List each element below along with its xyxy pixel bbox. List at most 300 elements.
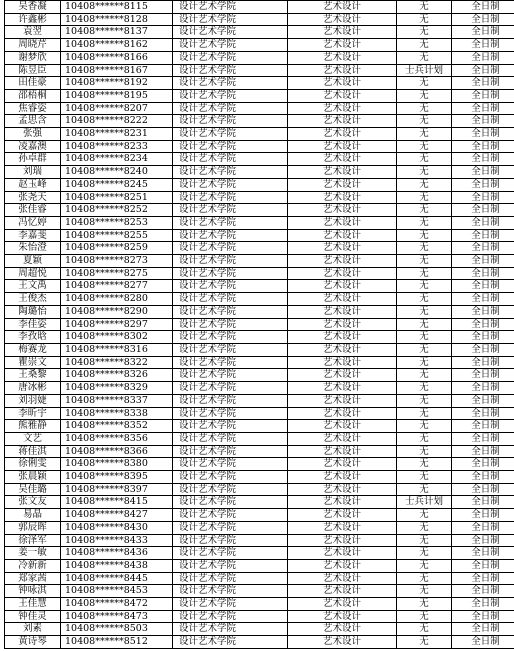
table-row bbox=[5, 115, 514, 128]
special-plan-cell: 无 bbox=[397, 51, 452, 64]
exam-number-cell: 10408******8167 bbox=[61, 64, 173, 77]
special-plan-cell: 无 bbox=[397, 610, 452, 623]
study-mode-cell: 全日制 bbox=[452, 13, 514, 26]
exam-number-cell: 10408******8503 bbox=[61, 623, 173, 636]
table-row bbox=[5, 407, 514, 420]
special-plan-cell: 无 bbox=[397, 153, 452, 166]
special-plan-cell: 无 bbox=[397, 559, 452, 572]
table-row bbox=[5, 318, 514, 331]
study-mode-cell: 全日制 bbox=[452, 382, 514, 395]
student-name-cell: 朱怡澄 bbox=[5, 242, 61, 255]
major-cell: 艺术设计 bbox=[288, 585, 397, 598]
student-name-cell: 徐泽军 bbox=[5, 534, 61, 547]
college-cell: 设计艺术学院 bbox=[173, 610, 288, 623]
college-cell: 设计艺术学院 bbox=[173, 318, 288, 331]
study-mode-cell: 全日制 bbox=[452, 305, 514, 318]
major-cell: 艺术设计 bbox=[288, 102, 397, 115]
major-cell: 艺术设计 bbox=[288, 204, 397, 217]
table-row bbox=[5, 534, 514, 547]
study-mode-cell: 全日制 bbox=[452, 293, 514, 306]
table-row bbox=[5, 432, 514, 445]
college-cell: 设计艺术学院 bbox=[173, 153, 288, 166]
table-row bbox=[5, 216, 514, 229]
major-cell: 艺术设计 bbox=[288, 178, 397, 191]
table-row bbox=[5, 343, 514, 356]
major-cell: 艺术设计 bbox=[288, 1, 397, 14]
college-cell: 设计艺术学院 bbox=[173, 102, 288, 115]
major-cell: 艺术设计 bbox=[288, 407, 397, 420]
major-cell: 艺术设计 bbox=[288, 445, 397, 458]
study-mode-cell: 全日制 bbox=[452, 407, 514, 420]
student-name-cell: 张文友 bbox=[5, 496, 61, 509]
table-row bbox=[5, 178, 514, 191]
special-plan-cell: 无 bbox=[397, 483, 452, 496]
study-mode-cell: 全日制 bbox=[452, 166, 514, 179]
exam-number-cell: 10408******8395 bbox=[61, 471, 173, 484]
table-row bbox=[5, 331, 514, 344]
admission-list-sheet bbox=[4, 0, 509, 649]
study-mode-cell: 全日制 bbox=[452, 458, 514, 471]
major-cell: 艺术设计 bbox=[288, 242, 397, 255]
college-cell: 设计艺术学院 bbox=[173, 13, 288, 26]
student-name-cell: 赵玉峰 bbox=[5, 178, 61, 191]
exam-number-cell: 10408******8512 bbox=[61, 636, 173, 649]
study-mode-cell: 全日制 bbox=[452, 318, 514, 331]
student-name-cell: 郑家茜 bbox=[5, 572, 61, 585]
college-cell: 设计艺术学院 bbox=[173, 636, 288, 649]
student-name-cell: 张尧天 bbox=[5, 191, 61, 204]
college-cell: 设计艺术学院 bbox=[173, 420, 288, 433]
special-plan-cell: 无 bbox=[397, 598, 452, 611]
student-name-cell: 刘瑞 bbox=[5, 166, 61, 179]
exam-number-cell: 10408******8380 bbox=[61, 458, 173, 471]
table-row bbox=[5, 471, 514, 484]
special-plan-cell: 无 bbox=[397, 13, 452, 26]
study-mode-cell: 全日制 bbox=[452, 178, 514, 191]
table-row bbox=[5, 204, 514, 217]
special-plan-cell: 无 bbox=[397, 623, 452, 636]
table-row bbox=[5, 64, 514, 77]
college-cell: 设计艺术学院 bbox=[173, 496, 288, 509]
college-cell: 设计艺术学院 bbox=[173, 471, 288, 484]
major-cell: 艺术设计 bbox=[288, 420, 397, 433]
study-mode-cell: 全日制 bbox=[452, 559, 514, 572]
college-cell: 设计艺术学院 bbox=[173, 432, 288, 445]
exam-number-cell: 10408******8245 bbox=[61, 178, 173, 191]
table-row bbox=[5, 13, 514, 26]
exam-number-cell: 10408******8352 bbox=[61, 420, 173, 433]
student-name-cell: 文艺 bbox=[5, 432, 61, 445]
exam-number-cell: 10408******8259 bbox=[61, 242, 173, 255]
special-plan-cell: 无 bbox=[397, 77, 452, 90]
exam-number-cell: 10408******8222 bbox=[61, 115, 173, 128]
study-mode-cell: 全日制 bbox=[452, 128, 514, 141]
exam-number-cell: 10408******8436 bbox=[61, 547, 173, 560]
major-cell: 艺术设计 bbox=[288, 216, 397, 229]
student-name-cell: 姜一敏 bbox=[5, 547, 61, 560]
table-row bbox=[5, 1, 514, 14]
exam-number-cell: 10408******8430 bbox=[61, 521, 173, 534]
study-mode-cell: 全日制 bbox=[452, 343, 514, 356]
student-name-cell: 王佳慧 bbox=[5, 598, 61, 611]
college-cell: 设计艺术学院 bbox=[173, 216, 288, 229]
college-cell: 设计艺术学院 bbox=[173, 559, 288, 572]
study-mode-cell: 全日制 bbox=[452, 623, 514, 636]
table-row bbox=[5, 445, 514, 458]
special-plan-cell: 无 bbox=[397, 229, 452, 242]
college-cell: 设计艺术学院 bbox=[173, 598, 288, 611]
major-cell: 艺术设计 bbox=[288, 64, 397, 77]
student-name-cell: 袁翌 bbox=[5, 26, 61, 39]
major-cell: 艺术设计 bbox=[288, 559, 397, 572]
table-row bbox=[5, 521, 514, 534]
table-row bbox=[5, 547, 514, 560]
special-plan-cell: 无 bbox=[397, 547, 452, 560]
table-row bbox=[5, 128, 514, 141]
college-cell: 设计艺术学院 bbox=[173, 1, 288, 14]
study-mode-cell: 全日制 bbox=[452, 356, 514, 369]
college-cell: 设计艺术学院 bbox=[173, 483, 288, 496]
student-name-cell: 陈昱臣 bbox=[5, 64, 61, 77]
special-plan-cell: 无 bbox=[397, 331, 452, 344]
student-name-cell: 熊雅静 bbox=[5, 420, 61, 433]
college-cell: 设计艺术学院 bbox=[173, 115, 288, 128]
major-cell: 艺术设计 bbox=[288, 51, 397, 64]
major-cell: 艺术设计 bbox=[288, 229, 397, 242]
special-plan-cell: 无 bbox=[397, 26, 452, 39]
exam-number-cell: 10408******8234 bbox=[61, 153, 173, 166]
special-plan-cell: 士兵计划 bbox=[397, 496, 452, 509]
major-cell: 艺术设计 bbox=[288, 343, 397, 356]
student-name-cell: 周超悦 bbox=[5, 267, 61, 280]
college-cell: 设计艺术学院 bbox=[173, 280, 288, 293]
table-row bbox=[5, 369, 514, 382]
exam-number-cell: 10408******8115 bbox=[61, 1, 173, 14]
special-plan-cell: 无 bbox=[397, 191, 452, 204]
special-plan-cell: 无 bbox=[397, 382, 452, 395]
college-cell: 设计艺术学院 bbox=[173, 77, 288, 90]
student-name-cell: 王俊杰 bbox=[5, 293, 61, 306]
major-cell: 艺术设计 bbox=[288, 483, 397, 496]
college-cell: 设计艺术学院 bbox=[173, 382, 288, 395]
student-name-cell: 许鑫彬 bbox=[5, 13, 61, 26]
exam-number-cell: 10408******8231 bbox=[61, 128, 173, 141]
exam-number-cell: 10408******8356 bbox=[61, 432, 173, 445]
study-mode-cell: 全日制 bbox=[452, 1, 514, 14]
study-mode-cell: 全日制 bbox=[452, 598, 514, 611]
student-name-cell: 吴佳璐 bbox=[5, 483, 61, 496]
exam-number-cell: 10408******8322 bbox=[61, 356, 173, 369]
study-mode-cell: 全日制 bbox=[452, 636, 514, 649]
college-cell: 设计艺术学院 bbox=[173, 547, 288, 560]
major-cell: 艺术设计 bbox=[288, 115, 397, 128]
exam-number-cell: 10408******8137 bbox=[61, 26, 173, 39]
major-cell: 艺术设计 bbox=[288, 534, 397, 547]
table-row bbox=[5, 267, 514, 280]
exam-number-cell: 10408******8273 bbox=[61, 255, 173, 268]
special-plan-cell: 无 bbox=[397, 280, 452, 293]
exam-number-cell: 10408******8280 bbox=[61, 293, 173, 306]
study-mode-cell: 全日制 bbox=[452, 483, 514, 496]
major-cell: 艺术设计 bbox=[288, 509, 397, 522]
student-name-cell: 郭辰晖 bbox=[5, 521, 61, 534]
college-cell: 设计艺术学院 bbox=[173, 407, 288, 420]
major-cell: 艺术设计 bbox=[288, 305, 397, 318]
admission-table bbox=[4, 0, 514, 649]
major-cell: 艺术设计 bbox=[288, 369, 397, 382]
student-name-cell: 陶璐怡 bbox=[5, 305, 61, 318]
exam-number-cell: 10408******8472 bbox=[61, 598, 173, 611]
special-plan-cell: 无 bbox=[397, 432, 452, 445]
special-plan-cell: 无 bbox=[397, 89, 452, 102]
major-cell: 艺术设计 bbox=[288, 128, 397, 141]
student-name-cell: 张强 bbox=[5, 128, 61, 141]
student-name-cell: 冷新新 bbox=[5, 559, 61, 572]
student-name-cell: 李佳姿 bbox=[5, 318, 61, 331]
exam-number-cell: 10408******8275 bbox=[61, 267, 173, 280]
college-cell: 设计艺术学院 bbox=[173, 191, 288, 204]
table-row bbox=[5, 305, 514, 318]
major-cell: 艺术设计 bbox=[288, 496, 397, 509]
college-cell: 设计艺术学院 bbox=[173, 128, 288, 141]
study-mode-cell: 全日制 bbox=[452, 153, 514, 166]
college-cell: 设计艺术学院 bbox=[173, 166, 288, 179]
exam-number-cell: 10408******8326 bbox=[61, 369, 173, 382]
student-name-cell: 易晶 bbox=[5, 509, 61, 522]
student-name-cell: 焦睿姿 bbox=[5, 102, 61, 115]
study-mode-cell: 全日制 bbox=[452, 331, 514, 344]
major-cell: 艺术设计 bbox=[288, 26, 397, 39]
study-mode-cell: 全日制 bbox=[452, 471, 514, 484]
study-mode-cell: 全日制 bbox=[452, 140, 514, 153]
table-row bbox=[5, 191, 514, 204]
exam-number-cell: 10408******8207 bbox=[61, 102, 173, 115]
table-row bbox=[5, 166, 514, 179]
study-mode-cell: 全日制 bbox=[452, 534, 514, 547]
study-mode-cell: 全日制 bbox=[452, 445, 514, 458]
college-cell: 设计艺术学院 bbox=[173, 369, 288, 382]
college-cell: 设计艺术学院 bbox=[173, 204, 288, 217]
college-cell: 设计艺术学院 bbox=[173, 458, 288, 471]
student-name-cell: 夏颖 bbox=[5, 255, 61, 268]
special-plan-cell: 无 bbox=[397, 407, 452, 420]
exam-number-cell: 10408******8473 bbox=[61, 610, 173, 623]
college-cell: 设计艺术学院 bbox=[173, 255, 288, 268]
table-row bbox=[5, 293, 514, 306]
major-cell: 艺术设计 bbox=[288, 623, 397, 636]
special-plan-cell: 无 bbox=[397, 318, 452, 331]
study-mode-cell: 全日制 bbox=[452, 420, 514, 433]
student-name-cell: 李嘉斐 bbox=[5, 229, 61, 242]
student-name-cell: 蒋佳淇 bbox=[5, 445, 61, 458]
student-name-cell: 张晨颖 bbox=[5, 471, 61, 484]
college-cell: 设计艺术学院 bbox=[173, 267, 288, 280]
college-cell: 设计艺术学院 bbox=[173, 331, 288, 344]
student-name-cell: 梅赛龙 bbox=[5, 343, 61, 356]
student-name-cell: 李孜晗 bbox=[5, 331, 61, 344]
special-plan-cell: 无 bbox=[397, 534, 452, 547]
student-name-cell: 李昕宇 bbox=[5, 407, 61, 420]
exam-number-cell: 10408******8338 bbox=[61, 407, 173, 420]
study-mode-cell: 全日制 bbox=[452, 89, 514, 102]
exam-number-cell: 10408******8162 bbox=[61, 39, 173, 52]
student-name-cell: 徐俐雯 bbox=[5, 458, 61, 471]
study-mode-cell: 全日制 bbox=[452, 39, 514, 52]
student-name-cell: 吴香凝 bbox=[5, 1, 61, 14]
study-mode-cell: 全日制 bbox=[452, 51, 514, 64]
special-plan-cell: 无 bbox=[397, 39, 452, 52]
special-plan-cell: 无 bbox=[397, 394, 452, 407]
exam-number-cell: 10408******8252 bbox=[61, 204, 173, 217]
table-row bbox=[5, 496, 514, 509]
study-mode-cell: 全日制 bbox=[452, 585, 514, 598]
college-cell: 设计艺术学院 bbox=[173, 51, 288, 64]
student-name-cell: 孟思含 bbox=[5, 115, 61, 128]
study-mode-cell: 全日制 bbox=[452, 229, 514, 242]
study-mode-cell: 全日制 bbox=[452, 369, 514, 382]
study-mode-cell: 全日制 bbox=[452, 610, 514, 623]
college-cell: 设计艺术学院 bbox=[173, 509, 288, 522]
student-name-cell: 凌嘉澳 bbox=[5, 140, 61, 153]
special-plan-cell: 无 bbox=[397, 255, 452, 268]
exam-number-cell: 10408******8415 bbox=[61, 496, 173, 509]
table-row bbox=[5, 51, 514, 64]
table-row bbox=[5, 394, 514, 407]
table-row bbox=[5, 89, 514, 102]
table-row bbox=[5, 255, 514, 268]
exam-number-cell: 10408******8192 bbox=[61, 77, 173, 90]
special-plan-cell: 无 bbox=[397, 204, 452, 217]
special-plan-cell: 无 bbox=[397, 356, 452, 369]
major-cell: 艺术设计 bbox=[288, 191, 397, 204]
study-mode-cell: 全日制 bbox=[452, 280, 514, 293]
table-row bbox=[5, 483, 514, 496]
major-cell: 艺术设计 bbox=[288, 77, 397, 90]
major-cell: 艺术设计 bbox=[288, 13, 397, 26]
special-plan-cell: 无 bbox=[397, 305, 452, 318]
special-plan-cell: 无 bbox=[397, 343, 452, 356]
major-cell: 艺术设计 bbox=[288, 293, 397, 306]
table-row bbox=[5, 598, 514, 611]
study-mode-cell: 全日制 bbox=[452, 394, 514, 407]
study-mode-cell: 全日制 bbox=[452, 216, 514, 229]
special-plan-cell: 无 bbox=[397, 471, 452, 484]
college-cell: 设计艺术学院 bbox=[173, 572, 288, 585]
college-cell: 设计艺术学院 bbox=[173, 623, 288, 636]
college-cell: 设计艺术学院 bbox=[173, 534, 288, 547]
special-plan-cell: 无 bbox=[397, 636, 452, 649]
special-plan-cell: 无 bbox=[397, 369, 452, 382]
special-plan-cell: 无 bbox=[397, 521, 452, 534]
student-name-cell: 瞿崇文 bbox=[5, 356, 61, 369]
major-cell: 艺术设计 bbox=[288, 382, 397, 395]
exam-number-cell: 10408******8128 bbox=[61, 13, 173, 26]
special-plan-cell: 无 bbox=[397, 572, 452, 585]
table-row bbox=[5, 420, 514, 433]
major-cell: 艺术设计 bbox=[288, 318, 397, 331]
exam-number-cell: 10408******8433 bbox=[61, 534, 173, 547]
special-plan-cell: 无 bbox=[397, 216, 452, 229]
exam-number-cell: 10408******8397 bbox=[61, 483, 173, 496]
exam-number-cell: 10408******8240 bbox=[61, 166, 173, 179]
college-cell: 设计艺术学院 bbox=[173, 89, 288, 102]
exam-number-cell: 10408******8297 bbox=[61, 318, 173, 331]
major-cell: 艺术设计 bbox=[288, 471, 397, 484]
college-cell: 设计艺术学院 bbox=[173, 178, 288, 191]
student-name-cell: 孙卓群 bbox=[5, 153, 61, 166]
major-cell: 艺术设计 bbox=[288, 394, 397, 407]
major-cell: 艺术设计 bbox=[288, 572, 397, 585]
study-mode-cell: 全日制 bbox=[452, 509, 514, 522]
special-plan-cell: 无 bbox=[397, 102, 452, 115]
study-mode-cell: 全日制 bbox=[452, 64, 514, 77]
study-mode-cell: 全日制 bbox=[452, 191, 514, 204]
major-cell: 艺术设计 bbox=[288, 598, 397, 611]
table-row bbox=[5, 153, 514, 166]
special-plan-cell: 士兵计划 bbox=[397, 64, 452, 77]
major-cell: 艺术设计 bbox=[288, 547, 397, 560]
major-cell: 艺术设计 bbox=[288, 153, 397, 166]
major-cell: 艺术设计 bbox=[288, 39, 397, 52]
exam-number-cell: 10408******8251 bbox=[61, 191, 173, 204]
major-cell: 艺术设计 bbox=[288, 331, 397, 344]
study-mode-cell: 全日制 bbox=[452, 521, 514, 534]
special-plan-cell: 无 bbox=[397, 166, 452, 179]
major-cell: 艺术设计 bbox=[288, 521, 397, 534]
special-plan-cell: 无 bbox=[397, 178, 452, 191]
table-row bbox=[5, 610, 514, 623]
exam-number-cell: 10408******8329 bbox=[61, 382, 173, 395]
major-cell: 艺术设计 bbox=[288, 267, 397, 280]
study-mode-cell: 全日制 bbox=[452, 267, 514, 280]
special-plan-cell: 无 bbox=[397, 267, 452, 280]
special-plan-cell: 无 bbox=[397, 128, 452, 141]
study-mode-cell: 全日制 bbox=[452, 26, 514, 39]
college-cell: 设计艺术学院 bbox=[173, 64, 288, 77]
table-row bbox=[5, 229, 514, 242]
college-cell: 设计艺术学院 bbox=[173, 242, 288, 255]
study-mode-cell: 全日制 bbox=[452, 115, 514, 128]
table-row bbox=[5, 585, 514, 598]
student-name-cell: 唐冰彬 bbox=[5, 382, 61, 395]
student-name-cell: 谢梦欣 bbox=[5, 51, 61, 64]
table-row bbox=[5, 280, 514, 293]
college-cell: 设计艺术学院 bbox=[173, 305, 288, 318]
student-name-cell: 王桑黎 bbox=[5, 369, 61, 382]
table-row bbox=[5, 572, 514, 585]
college-cell: 设计艺术学院 bbox=[173, 343, 288, 356]
exam-number-cell: 10408******8427 bbox=[61, 509, 173, 522]
student-name-cell: 刘羽婕 bbox=[5, 394, 61, 407]
special-plan-cell: 无 bbox=[397, 140, 452, 153]
exam-number-cell: 10408******8166 bbox=[61, 51, 173, 64]
college-cell: 设计艺术学院 bbox=[173, 26, 288, 39]
exam-number-cell: 10408******8290 bbox=[61, 305, 173, 318]
student-name-cell: 邵梧桐 bbox=[5, 89, 61, 102]
college-cell: 设计艺术学院 bbox=[173, 140, 288, 153]
major-cell: 艺术设计 bbox=[288, 166, 397, 179]
exam-number-cell: 10408******8255 bbox=[61, 229, 173, 242]
special-plan-cell: 无 bbox=[397, 293, 452, 306]
exam-number-cell: 10408******8366 bbox=[61, 445, 173, 458]
study-mode-cell: 全日制 bbox=[452, 242, 514, 255]
major-cell: 艺术设计 bbox=[288, 458, 397, 471]
college-cell: 设计艺术学院 bbox=[173, 585, 288, 598]
study-mode-cell: 全日制 bbox=[452, 572, 514, 585]
study-mode-cell: 全日制 bbox=[452, 255, 514, 268]
student-name-cell: 王文禹 bbox=[5, 280, 61, 293]
college-cell: 设计艺术学院 bbox=[173, 39, 288, 52]
